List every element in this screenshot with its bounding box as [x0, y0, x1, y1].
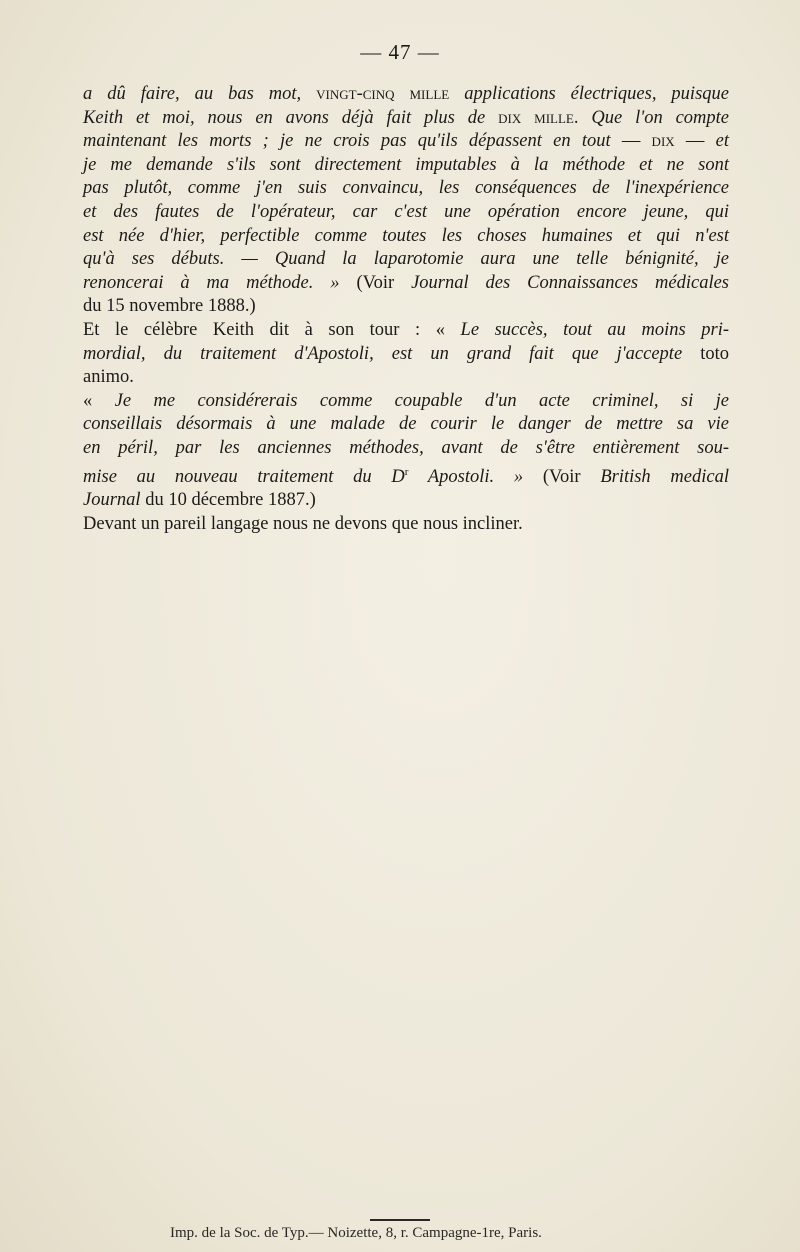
- text-segment: est née d'hier, perfectible comme toutes les choses humaines et qui n'est: [83, 225, 729, 246]
- text-line: [83, 177, 729, 201]
- text-segment: animo.: [83, 367, 134, 388]
- text-segment: mordial, du traitement d'Apostoli, est un grand fait que j'accepte: [83, 343, 701, 364]
- text-line: [83, 413, 729, 437]
- page-number: — 47 —: [360, 40, 440, 64]
- text-line: [83, 295, 729, 319]
- text-line: [83, 107, 729, 131]
- text-segment: qu'à ses débuts. — Quand la laparotomie aura une telle bénignité, je: [83, 249, 729, 270]
- text-segment: applications électriques, puisque: [464, 84, 729, 104]
- text-segment: (Voir: [356, 272, 412, 293]
- text-segment: pas plutôt, comme j'en suis convaincu, les conséquences de l'inexpérience: [83, 178, 729, 199]
- text-segment: Je me considérerais comme coupable d'un acte criminel, si je: [114, 390, 729, 411]
- text-segment: Et le célèbre Keith dit à son tour : «: [83, 319, 461, 340]
- text-line: [83, 319, 729, 343]
- text-segment: «: [83, 390, 115, 411]
- footer-rule: [370, 1219, 430, 1221]
- text-segment: mise au nouveau traitement du D: [83, 466, 405, 487]
- text-line: [83, 343, 729, 367]
- text-segment: — dix —: [621, 131, 705, 152]
- text-segment: (Voir: [542, 466, 601, 487]
- text-line: [83, 83, 729, 107]
- text-segment: Apostoli. »: [408, 466, 543, 487]
- text-segment: conseillais désormais à une malade de courir le danger de mettre sa vie: [83, 414, 729, 435]
- text-segment: maintenant les morts ; je ne crois pas qu'ils dépassent en tout: [83, 131, 622, 152]
- text-line: [83, 201, 729, 225]
- text-segment: Journal des Connaissances médicales: [411, 272, 730, 293]
- printer-imprint: Imp. de la Soc. de Typ.— Noizette, 8, r. Campagne-1re, Paris.: [170, 1225, 542, 1241]
- text-segment: du 10 décembre 1887.): [145, 490, 316, 511]
- text-line: [83, 461, 729, 490]
- text-segment: et des fautes de l'opérateur, car c'est une opération encore jeune, qui: [83, 201, 729, 222]
- text-segment: r: [404, 465, 409, 478]
- text-segment: .: [573, 107, 592, 128]
- text-segment: Que l'on compte: [591, 107, 730, 128]
- text-segment: toto: [700, 343, 729, 364]
- text-line: [83, 154, 729, 178]
- text-line: [83, 390, 729, 414]
- text-segment: dix mille: [498, 107, 574, 128]
- text-segment: a dû faire, au bas mot,: [83, 84, 317, 104]
- text-segment: et: [704, 131, 729, 152]
- text-segment: en péril, par les anciennes méthodes, avant de s'être entièrement sou-: [83, 437, 729, 458]
- text-line: [83, 437, 729, 461]
- text-line: [83, 513, 729, 537]
- text-segment: Devant un pareil langage nous ne devons que nous incliner.: [83, 513, 523, 534]
- text-segment: Journal: [83, 490, 146, 511]
- text-line: [83, 130, 729, 154]
- text-segment: Keith et moi, nous en avons déjà fait plus de: [83, 107, 499, 128]
- text-line: [83, 366, 729, 390]
- text-line: [83, 225, 729, 249]
- text-line: [83, 489, 729, 513]
- text-segment: British medical: [600, 466, 729, 487]
- text-segment: je me demande s'ils sont directement imputables à la méthode et ne sont: [83, 154, 729, 175]
- text-segment: vingt-cinq mille: [316, 84, 465, 104]
- body-text: [83, 83, 729, 536]
- text-line: [83, 248, 729, 272]
- text-segment: du 15 novembre 1888.): [83, 296, 256, 317]
- text-line: [83, 272, 729, 296]
- text-segment: renoncerai à ma méthode. »: [83, 272, 357, 293]
- text-segment: Le succès, tout au moins pri-: [460, 319, 729, 340]
